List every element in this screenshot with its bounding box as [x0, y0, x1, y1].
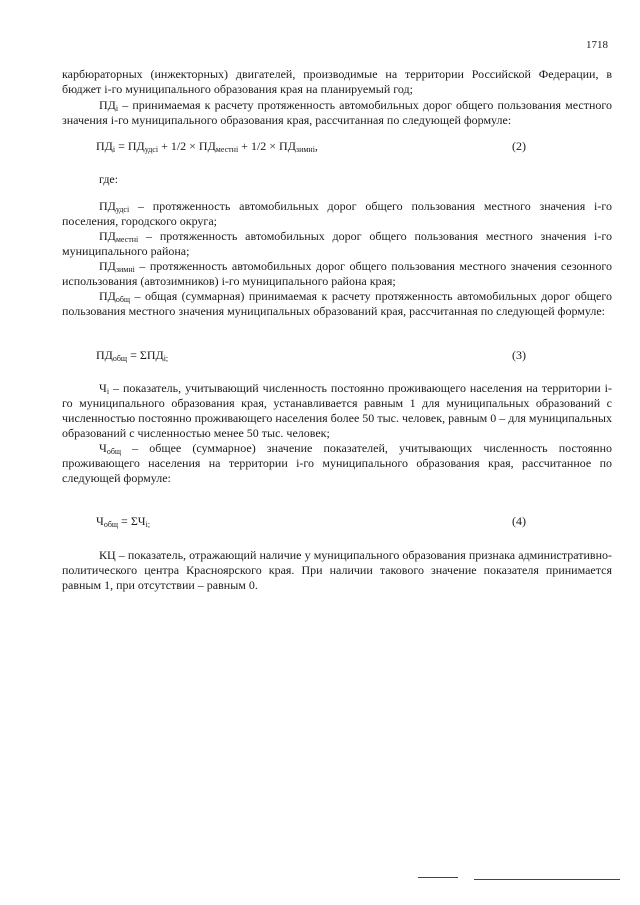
kc-definition	[62, 548, 612, 593]
ch-obsh-definition-text	[62, 441, 612, 486]
formula-3	[96, 348, 526, 363]
pd-mestn-subscript: местнi	[115, 235, 139, 244]
formula-2-part-4: + 1/2 × ПД	[238, 139, 296, 153]
pd-uds-subscript: удсi	[115, 205, 130, 214]
formula-2-sub-1: i	[112, 145, 116, 154]
ch-obsh-symbol: Ч	[99, 441, 107, 455]
formula-2-part-3: + 1/2 × ПД	[158, 139, 216, 153]
pd-definition-text	[62, 98, 612, 128]
ch-obsh-definition-body: – общее (суммарное) значение показателей, учитывающих численность постоянно проживающего населения на территории i-го муниципального образования края, рассчитанное по следующей формуле:	[62, 441, 612, 485]
where-label-block	[62, 172, 612, 187]
formula-3-sub-1: общ	[112, 354, 128, 363]
formula-2-part-2: = ПД	[115, 139, 145, 153]
where-label: где:	[99, 172, 119, 186]
kc-definition-text: КЦ – показатель, отражающий наличие у муниципального образования признака административно-политического центра Красноярского края. При наличии такового значение показателя принимается равным 1, при отсутствии – равным 0.	[62, 548, 612, 592]
formula-2-sub-4: зимнi	[295, 145, 315, 154]
pd-mestn-text: – протяженность автомобильных дорог общего пользования местного значения i-го муниципального района;	[62, 229, 612, 258]
definition-pd-obsh	[62, 289, 612, 319]
formula-2-sub-3: местнi	[215, 145, 239, 154]
ch-symbol: Ч	[99, 381, 107, 395]
pd-zimn-subscript: зимнi	[115, 265, 135, 274]
intro-text: карбюраторных (инжекторных) двигателей, производимые на территории Российской Федерации, в бюджет i-го муниципального образования края на планируемый год;	[62, 67, 612, 96]
formula-2-lhs: ПД	[96, 139, 113, 153]
ch-definition	[62, 381, 612, 486]
pd-zimn-text: – протяженность автомобильных дорог общего пользования местного значения сезонного использования (автозимников) i-го муниципального района края;	[62, 259, 612, 288]
pd-obsh-subscript: общ	[115, 295, 131, 304]
ch-obsh-subscript: общ	[106, 447, 122, 456]
footer-rule-right	[474, 879, 620, 880]
formula-4-part-2: = ΣЧ	[118, 514, 146, 528]
pd-uds-symbol: ПД	[99, 199, 116, 213]
formula-4-sub-1: общ	[103, 520, 119, 529]
page-number: 1718	[586, 39, 608, 51]
formula-4-number: (4)	[512, 514, 526, 528]
definitions-block	[62, 199, 612, 319]
pd-subscript: i	[115, 104, 119, 113]
footer-rule-left	[418, 877, 458, 878]
formula-2	[96, 139, 526, 154]
pd-zimn-symbol: ПД	[99, 259, 116, 273]
formula-3-part-2: = ΣПД	[127, 348, 164, 362]
ch-definition-body: – показатель, учитывающий численность постоянно проживающего населения на территории i-го муниципального образования края, устанавливается равным 1 для муниципальных образований с численностью постоянно проживающего населения более 50 тыс. человек, равным 0 – для муниципальных образований с численностью менее 50 тыс. человек;	[62, 381, 612, 440]
definition-pd-mestn	[62, 229, 612, 259]
pd-uds-text: – протяженность автомобильных дорог общего пользования местного значения i-го поселения, городского округа;	[62, 199, 612, 228]
pd-definition	[62, 98, 612, 128]
formula-4-lhs: Ч	[96, 514, 104, 528]
formula-2-sub-2: удсi	[144, 145, 159, 154]
ch-subscript: i	[106, 387, 110, 396]
formula-3-lhs: ПД	[96, 348, 113, 362]
formula-4-sub-2: i;	[145, 520, 151, 529]
formula-4	[96, 514, 526, 529]
ch-definition-text	[62, 381, 612, 441]
intro-paragraph	[62, 67, 612, 97]
pd-mestn-symbol: ПД	[99, 229, 116, 243]
definition-pd-uds	[62, 199, 612, 229]
pd-obsh-symbol: ПД	[99, 289, 116, 303]
formula-2-number: (2)	[512, 139, 526, 153]
pd-obsh-text: – общая (суммарная) принимаемая к расчету протяженность автомобильных дорог общего пользования местного значения муниципальных образований края, рассчитанная по следующей формуле:	[62, 289, 612, 318]
formula-2-part-5: ,	[314, 139, 318, 153]
pd-symbol: ПД	[99, 98, 116, 112]
definition-pd-zimn	[62, 259, 612, 289]
formula-3-number: (3)	[512, 348, 526, 362]
formula-3-sub-2: i;	[163, 354, 169, 363]
pd-definition-body: – принимаемая к расчету протяженность автомобильных дорог общего пользования местного значения i-го муниципального образования края, рассчитанная по следующей формуле:	[62, 98, 612, 127]
